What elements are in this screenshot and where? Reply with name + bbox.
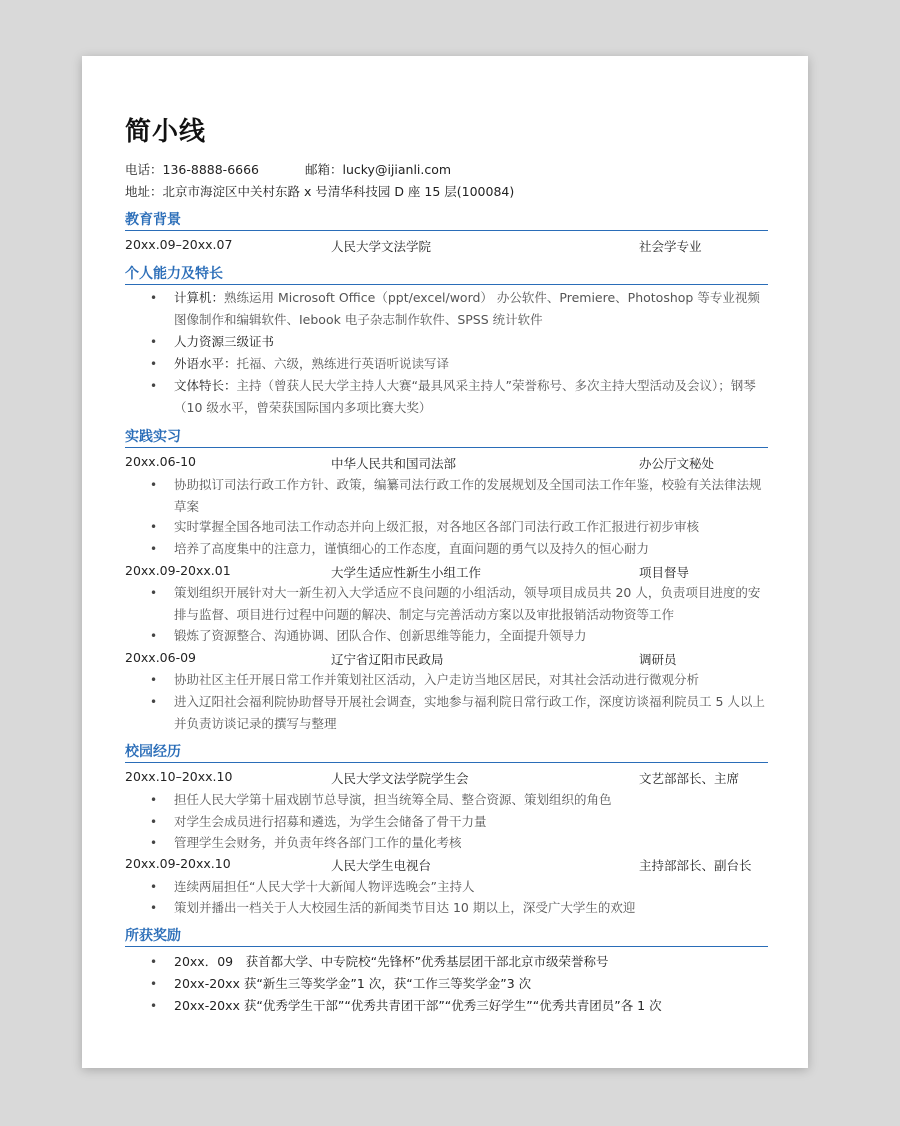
list-item — [150, 897, 768, 919]
bullet-icon: • — [150, 335, 158, 349]
entry-date: 20xx.06-10 — [125, 454, 196, 469]
bullet-icon: • — [150, 901, 158, 915]
bullet-icon: • — [150, 793, 158, 807]
practice-entry-row — [125, 454, 768, 472]
list-item — [150, 691, 768, 735]
contact-line — [125, 160, 452, 178]
section-title-campus: 校园经历 — [125, 742, 768, 763]
list-item — [150, 538, 768, 560]
list-item — [150, 287, 768, 331]
item-text: 进入辽阳社会福利院协助督导开展社会调查，实地参与福利院日常行政工作，深度访谈福利院员工 5 人以上并负责访谈记录的撰写与整理 — [174, 694, 765, 731]
bullet-icon: • — [150, 673, 158, 687]
bullet-icon: • — [150, 629, 158, 643]
item-label: 外语水平： — [174, 356, 237, 371]
bullet-icon: • — [150, 478, 158, 492]
item-text: 连续两届担任“人民大学十大新闻人物评选晚会”主持人 — [174, 879, 475, 894]
item-text: 20xx．09 获首都大学、中专院校“先锋杯”优秀基层团干部北京市级荣誉称号 — [174, 954, 609, 969]
bullet-icon: • — [150, 695, 158, 709]
entry-org: 人民大学生电视台 — [331, 858, 432, 873]
list-item — [150, 353, 768, 375]
item-text: 协助拟订司法行政工作方针、政策，编纂司法行政工作的发展规划及全国司法工作年鉴，校验有关法律法规草案 — [174, 477, 762, 514]
campus-entry-row — [125, 769, 768, 787]
entry-role: 调研员 — [639, 652, 677, 667]
list-item — [150, 375, 768, 419]
item-text: 策划并播出一档关于人大校园生活的新闻类节目达 10 期以上，深受广大学生的欢迎 — [174, 900, 636, 915]
item-text: 培养了高度集中的注意力，谨慎细心的工作态度，直面问题的勇气以及持久的恒心耐力 — [174, 541, 650, 556]
bullet-icon: • — [150, 357, 158, 371]
item-text: 主持（曾获人民大学主持人大赛“最具风采主持人”荣誉称号、多次主持大型活动及会议）；钢琴（10 级水平，曾荣获国际国内多项比赛大奖） — [174, 378, 756, 415]
candidate-name: 简小线 — [125, 117, 207, 147]
practice-entry-row — [125, 563, 768, 581]
item-text: 20xx-20xx 获“优秀学生干部”“优秀共青团干部”“优秀三好学生”“优秀共青团员”各 1 次 — [174, 998, 662, 1013]
item-label: 文体特长： — [174, 378, 237, 393]
entry-org: 大学生适应性新生小组工作 — [331, 565, 482, 580]
item-text: 协助社区主任开展日常工作并策划社区活动，入户走访当地区居民，对其社会活动进行微观分析 — [174, 672, 700, 687]
entry-role: 项目督导 — [639, 565, 690, 580]
practice-entry-row — [125, 650, 768, 668]
item-text: 策划组织开展针对大一新生初入大学适应不良问题的小组活动，领导项目成员共 20 人，负责项目进度的安排与监督、项目进行过程中问题的解决、制定与完善活动方案以及审批报销活动物资等工作 — [174, 585, 761, 622]
address: 地址：北京市海淀区中关村东路 x 号清华科技园 D 座 15 层(100084) — [125, 184, 515, 199]
item-text: 对学生会成员进行招募和遴选，为学生会储备了骨干力量 — [174, 814, 487, 829]
list-item — [150, 669, 768, 691]
section-title-education: 教育背景 — [125, 210, 768, 231]
list-item — [150, 582, 768, 626]
entry-role: 文艺部部长、主席 — [639, 771, 740, 786]
entry-role: 主持部部长、副台长 — [639, 858, 752, 873]
entry-role: 办公厅文秘处 — [639, 456, 715, 471]
entry-org: 人民大学文法学院 — [331, 239, 432, 254]
bullet-icon: • — [150, 586, 158, 600]
section-title-skills: 个人能力及特长 — [125, 264, 768, 285]
list-item — [150, 516, 768, 538]
bullet-icon: • — [150, 977, 158, 991]
list-item — [150, 625, 768, 647]
entry-date: 20xx.09-20xx.01 — [125, 563, 231, 578]
item-text: 20xx-20xx 获“新生三等奖学金”1 次，获“工作三等奖学金”3 次 — [174, 976, 532, 991]
item-text: 熟练运用 Microsoft Office（ppt/excel/word） 办公软件、Premiere、Photoshop 等专业视频图像制作和编辑软件、Iebook 电子杂志制作软件、SPSS 统计软件 — [174, 290, 760, 327]
list-item — [150, 811, 768, 833]
item-text: 实时掌握全国各地司法工作动态并向上级汇报，对各地区各部门司法行政工作汇报进行初步审核 — [174, 519, 700, 534]
bullet-icon: • — [150, 379, 158, 393]
list-item — [150, 474, 768, 518]
entry-date: 20xx.10–20xx.10 — [125, 769, 233, 784]
item-text: 托福、六级，熟练进行英语听说读写译 — [236, 356, 450, 371]
list-item — [150, 951, 768, 973]
list-item — [150, 789, 768, 811]
bullet-icon: • — [150, 999, 158, 1013]
section-title-practice: 实践实习 — [125, 427, 768, 448]
bullet-icon: • — [150, 836, 158, 850]
list-item — [150, 973, 768, 995]
item-text: 担任人民大学第十届戏剧节总导演，担当统筹全局、整合资源、策划组织的角色 — [174, 792, 612, 807]
item-text: 锻炼了资源整合、沟通协调、团队合作、创新思维等能力，全面提升领导力 — [174, 628, 587, 643]
item-text: 管理学生会财务，并负责年终各部门工作的量化考核 — [174, 835, 462, 850]
email: 邮箱：lucky@ijianli.com — [305, 162, 452, 177]
entry-date: 20xx.09-20xx.10 — [125, 856, 231, 871]
bullet-icon: • — [150, 815, 158, 829]
bullet-icon: • — [150, 291, 158, 305]
section-title-awards: 所获奖励 — [125, 926, 768, 947]
list-item — [150, 876, 768, 898]
resume-page — [82, 56, 808, 1068]
phone: 电话：136-8888-6666 — [125, 162, 260, 177]
list-item — [150, 331, 768, 353]
entry-role: 社会学专业 — [639, 239, 702, 254]
bullet-icon: • — [150, 542, 158, 556]
bullet-icon: • — [150, 880, 158, 894]
bullet-icon: • — [150, 520, 158, 534]
bullet-icon: • — [150, 955, 158, 969]
entry-date: 20xx.09–20xx.07 — [125, 237, 233, 252]
entry-date: 20xx.06-09 — [125, 650, 196, 665]
item-label: 计算机： — [174, 290, 225, 305]
entry-org: 人民大学文法学院学生会 — [331, 771, 469, 786]
list-item — [150, 995, 768, 1017]
entry-org: 辽宁省辽阳市民政局 — [331, 652, 444, 667]
campus-entry-row — [125, 856, 768, 874]
entry-org: 中华人民共和国司法部 — [331, 456, 457, 471]
list-item — [150, 832, 768, 854]
education-row — [125, 237, 768, 255]
item-text: 人力资源三级证书 — [174, 334, 275, 349]
